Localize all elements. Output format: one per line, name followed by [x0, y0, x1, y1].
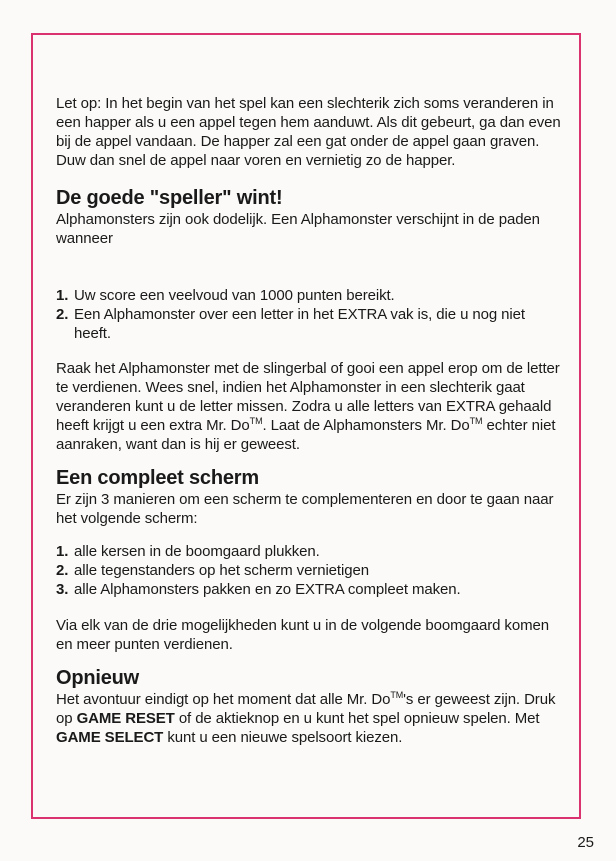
page-number: 25 [577, 834, 594, 851]
trademark-mark: TM [390, 690, 404, 700]
text-run: . Laat de Alphamonsters Mr. Do [262, 417, 470, 434]
list-item-number: 2. [56, 306, 69, 323]
section-speller-intro: Alphamonsters zijn ook dodelijk. Een Alphamonster verschijnt in de paden wanneer [56, 211, 540, 247]
speller-conditions-list [56, 286, 564, 343]
game-select-label: GAME SELECT [56, 729, 164, 746]
section-heading-opnieuw: Opnieuw [56, 667, 140, 689]
intro-paragraph: Let op: In het begin van het spel kan een slechterik zich soms veranderen in een happer als u een appel tegen hem aanduwt. Als dit gebeurt, ga dan even bij de appel vandaan. De happer zal een gat onder de appel gaan graven. Duw dan snel de appel naar voren en vernietig zo de happer. [56, 95, 561, 169]
compleet-methods-list [56, 542, 564, 599]
text-run: Het avontuur eindigt op het moment dat alle Mr. Do [56, 691, 391, 708]
game-reset-label: GAME RESET [76, 710, 175, 727]
text-run: Raak het Alphamonster met de slingerbal of gooi een appel erop om de letter te verdienen. Wees snel, indien het Alphamonster in een slechterik gaat veranderen kunt u de letter missen. Zodra u alle letters van EXTRA gehaald heeft krijgt u een extra Mr. Do [56, 360, 560, 434]
list-item [56, 305, 564, 343]
list-item [56, 286, 564, 305]
opnieuw-paragraph [56, 690, 564, 747]
trademark-mark: TM [469, 416, 483, 426]
list-item [56, 542, 564, 561]
list-item-number: 1. [56, 287, 69, 304]
list-item-number: 1. [56, 543, 69, 560]
list-item-text: Een Alphamonster over een letter in het EXTRA vak is, die u nog niet heeft. [74, 306, 525, 342]
page-content [56, 94, 564, 747]
section-compleet-intro: Er zijn 3 manieren om een scherm te complementeren en door te gaan naar het volgende scherm: [56, 491, 554, 527]
list-item-text: alle Alphamonsters pakken en zo EXTRA compleet maken. [74, 581, 461, 598]
text-run: 's er geweest zijn. Druk op [56, 691, 556, 727]
list-item [56, 580, 564, 599]
section-heading-speller: De goede "speller" wint! [56, 187, 283, 209]
text-run: of de aktieknop en u kunt het spel opnieuw spelen. Met [174, 710, 540, 727]
list-item-text: alle kersen in de boomgaard plukken. [74, 543, 320, 560]
compleet-closing-paragraph: Via elk van de drie mogelijkheden kunt u in de volgende boomgaard komen en meer punten verdienen. [56, 617, 549, 653]
section-heading-compleet-scherm: Een compleet scherm [56, 467, 259, 489]
list-item-number: 2. [56, 562, 69, 579]
text-run: echter niet aanraken, want dan is hij er geweest. [56, 417, 556, 453]
list-item [56, 561, 564, 580]
list-item-text: alle tegenstanders op het scherm vernietigen [74, 562, 369, 579]
text-run: kunt u een nieuwe spelsoort kiezen. [163, 729, 403, 746]
speller-body-paragraph [56, 359, 564, 454]
list-item-text: Uw score een veelvoud van 1000 punten bereikt. [74, 287, 395, 304]
list-item-number: 3. [56, 581, 69, 598]
trademark-mark: TM [249, 416, 263, 426]
